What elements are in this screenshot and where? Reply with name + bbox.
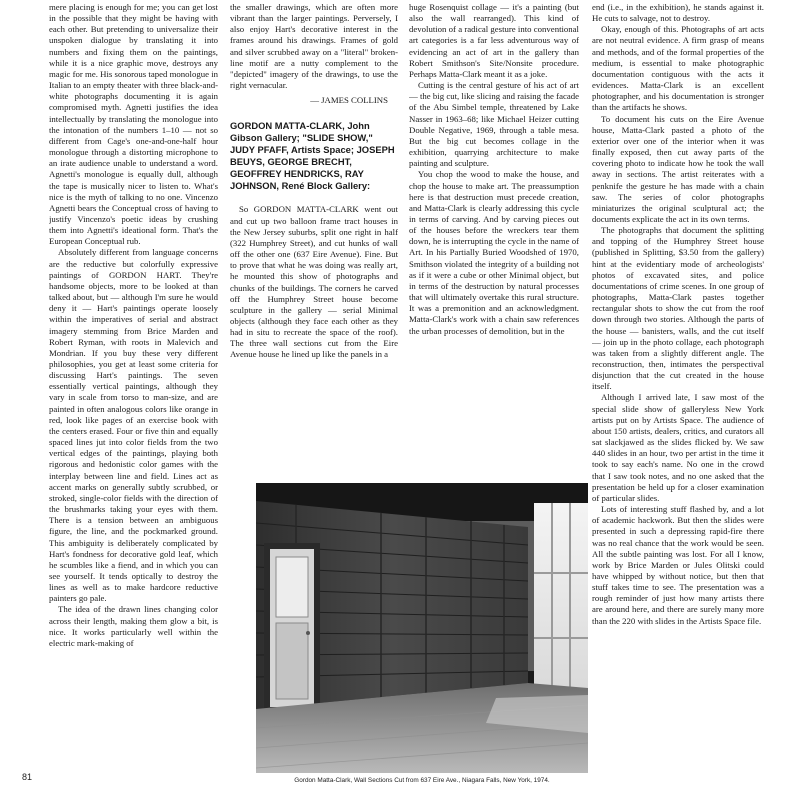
page-number: 81: [22, 772, 33, 782]
paragraph: You chop the wood to make the house, and chop the house to make art. The preassumption here is that destruction must precede creation, and Matta-Clark is clearly addressing this cycle in terms of carving. And by carving pieces out of the houses before the wreckers tear them down, he is interrupting the cycle in the name of Art. In his Partially Buried Woodshed of 1970, Smithson violated the integrity of a building not as if it were a cube or other Minimal object, but in terms of the destruction by natural processes that will ultimately overtake this rural structure. It was a premonition and an acknowledgment. Matta-Clark's work with a chain saw references the urban processes of demolition, but in the: [409, 169, 579, 336]
paragraph: So GORDON MATTA-CLARK went out and cut up two balloon frame tract houses in the New Jersey suburbs, split one right in half (322 Humphrey Street), and cut hunks of wall off the other one (637 Eire Avenue). Fine. But to prove that what he was doing was really art, he mounted this show of photographs and chunks of the buildings. The corners he carved off the Humphrey Street house become sculpture in the gallery — serial Minimal objects (although they face each other as they had in situ to recreate the space of the roof). The three wall sections cut from the Eire Avenue house he lined up like the panels in a: [230, 204, 398, 360]
paragraph: end (i.e., in the exhibition), he stands against it. He cuts to salvage, not to destroy.: [592, 2, 764, 24]
paragraph: Cutting is the central gesture of his act of art — the big cut, like slicing and raising the facade of the Abu Simbel temple, threatened by Lake Nasser in 1963–68; like Michael Heizer cutting Double Negative, 1969, through a table mesa. But the big cut becomes collage in the exhibition, quarrying architecture to make painting and sculpture.: [409, 80, 579, 169]
paragraph: Okay, enough of this. Photographs of art acts are not neutral evidence. A firm grasp of means and methods, and of the formal properties of the medium, is essential to make photographic documentation contiguous with the acts it evidences. Matta-Clark is an excellent photographer, and his documentation is stronger than the artifacts he shows.: [592, 24, 764, 113]
review-heading: GORDON MATTA-CLARK, John Gibson Gallery; "SLIDE SHOW," JUDY PFAFF, Artists Space; JOSEPH BEUYS, GEORGE BRECHT, GEOFFREY HENDRICKS, RAY JOHNSON, René Block Gallery:: [230, 120, 395, 192]
paragraph: Lots of interesting stuff flashed by, and a lot of academic hackwork. But then the slides were presented in such a depressing rapid-fire there was no real chance that the work would be seen. All the subtle painting was lost. For all I know, work by Brice Marden or Jules Olitski could have whipped by without notice, but then that stuff takes time to see. The presentation was a rough reminder of just how many artists there are around here, and there are surely many more than the 220 with slides in the Artists Space file.: [592, 504, 764, 626]
author-signature: — JAMES COLLINS: [310, 95, 388, 106]
gallery-photo-image: [256, 483, 588, 773]
photo-caption: Gordon Matta-Clark, Wall Sections Cut from 637 Eire Ave., Niagara Falls, New York, 1974.: [294, 777, 550, 784]
text-column-4: [592, 2, 764, 790]
paragraph: the smaller drawings, which are often more vibrant than the larger paintings. Perversely, I also enjoy Hart's decorative interest in the frames around his drawings. Frames of gold and silver scrubbed away on a "literal" broken-line motif are a nutty complement to the "depicted" imagery of the drawings, to use the right vernacular.: [230, 2, 398, 91]
paragraph: huge Rosenquist collage — it's a painting (but also the wall rearranged). This kind of devolution of a radical gesture into conventional art categories is a far less adventurous way of evidencing an act of art in the gallery than Robert Smithson's Site/Nonsite procedure. Perhaps Matta-Clark meant it as a joke.: [409, 2, 579, 79]
exhibition-photograph: [256, 483, 588, 773]
paragraph: The photographs that document the splitting and topping of the Humphrey Street house (published in Splitting, $3.50 from the gallery) hint at the evidentiary mode of archeologists' photos of excavated sites, and police documentations of crime scenes. In one group of photographs, Matta-Clark pastes together rectangular shots to show the cut from the roof down through two stories. Although the parts of the house — banisters, walls, and the cut itself — join up in the photo collage, each photograph was taken from a slightly different angle. The reconstruction, then, intimates the perspectival disjunction that the cut created in the house itself.: [592, 225, 764, 392]
paragraph: To document his cuts on the Eire Avenue house, Matta-Clark pasted a photo of the exterior over one of the interior when it was finally exposed, then cut away parts of the covering photo to indicate how he took the wall away in sections. The artist reiterates with a penknife the gesture he has made with a chain saw. The series of color photographs miniaturizes the original sculptural act; the documents explicate the act in its own terms.: [592, 113, 764, 224]
text-column-2: [230, 2, 398, 480]
paragraph: Absolutely different from language concerns are the reductive but colorfully expressive paintings of GORDON HART. They're handsome objects, more to be looked at than talked about, but — although I'm sure he would deny it — Hart's paintings operate loosely within the imperatives of serial and abstract imagery stemming from Brice Marden and Robert Ryman, with roots in Malevich and Mondrian. If you buy these very different philosophies, you get at least some criteria for discussing Hart's paintings. The seven essentially vertical paintings, although they vary in scale from torso to man-size, and are painted in often analogous colors like orange in red, look like pages of an exercise book with the centers erased. Four or five thin and equally spaced lines jut into color fields from the two vertical edges of the paintings, playing both rigorous and hedonistic color games with the interplay between line and field. Lines act as accent marks on generally subtly scrubbed, or stroked, single-color fields with the direction of the brushmarks taking your eyes with them. There is a tension between an ambiguous figure, the line, and the pockmarked ground. This ambiguity is deliberately complicated by Hart's fondness for decorative gold leaf, which he scumbles like a fiend, and in which you can see yourself. It tends optically to destroy the lines as well as to make hardcore reductive painters go pale.: [49, 247, 218, 604]
text-column-3: [409, 2, 579, 480]
text-column-1: [49, 2, 218, 790]
paragraph: mere placing is enough for me; you can get lost in the possible that they might be having with each other. But pretending to universalize their unspoken dialogue by translating it into numbers and fixing them on the paintings, while it is a nice graphic move, destroys any magic for me. His sonorous taped monologue in Italian to an empty theater with three black-and-white photographs documenting it is again compromised myth. Agnetti justifies the idea intellectually by translating the monologue into the intonation of the numbers 1–10 — not so different from Cage's one-and-one-half hour monologue through a distorting microphone to an irate audience unable to understand a word. Agnetti's monologue is equally dull, although the tape is musically nicer to listen to. What's nice is the myth of talking to no one. Vincenzo Agnetti bears the Conceptual cross of having to justify Vincenzo's poetic ideas by crushing them into Agnetti's ideational form. That's the European Conceptual rub.: [49, 2, 218, 247]
paragraph: The idea of the drawn lines changing color across their length, making them glow a bit, is nice. It works particularly well within the electric mark-making of: [49, 604, 218, 648]
paragraph: Although I arrived late, I saw most of the special slide show of galleryless New York artists put on by Artists Space. The audience of about 150 artists, dealers, critics, and curators all sat slackjawed as the slides flicked by. We saw 440 slides in an hour, two per artist in the time it took to say each's name. No one in the crowd that I saw took notes, and no one asked that the presentation be held up for a closer examination of particular slides.: [592, 392, 764, 503]
